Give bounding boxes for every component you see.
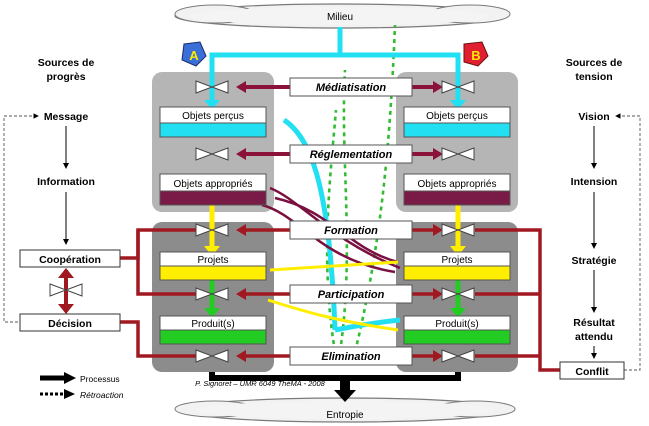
left-column — [20, 57, 120, 331]
objects-perceived-label-a: Objets perçus — [182, 111, 244, 122]
right-title-line1: Sources de — [565, 57, 623, 69]
products-label-a: Produit(s) — [191, 319, 235, 330]
badge-b-letter: B — [471, 48, 481, 63]
object-perceived-box-b — [404, 107, 510, 137]
process-label-mediatisation: Médiatisation — [315, 82, 387, 94]
left-title-line2: progrès — [46, 71, 86, 83]
left-title-line1: Sources de — [37, 57, 95, 69]
entropie-label: Entropie — [326, 410, 364, 421]
projects-label-a: Projets — [197, 255, 229, 266]
badge-a-letter: A — [189, 48, 199, 63]
result-line1: Résultat — [573, 317, 615, 329]
result-line2: attendu — [575, 331, 613, 343]
badge-a-icon — [182, 42, 206, 66]
objects-perceived-label-b: Objets perçus — [426, 111, 488, 122]
products-box-b — [404, 316, 510, 344]
milieu-cloud — [175, 4, 510, 28]
object-appropriated-box-a — [160, 174, 266, 205]
legend — [40, 372, 124, 400]
products-box-a — [160, 316, 266, 344]
process-label-formation: Formation — [324, 225, 378, 237]
products-label-b: Produit(s) — [435, 319, 479, 330]
object-appropriated-box-b — [404, 174, 510, 205]
left-item-information: Information — [37, 176, 95, 188]
object-perceived-box-a — [160, 107, 266, 137]
cooperation-box-label: Coopération — [39, 254, 101, 266]
objects-appropriated-label-a: Objets appropriés — [173, 179, 253, 190]
credit: P. Signoret – UMR 6049 ThéMA - 2008 — [195, 379, 325, 388]
projects-label-b: Projets — [441, 255, 473, 266]
decision-box-label: Décision — [48, 318, 92, 330]
conflit-box-label: Conflit — [575, 366, 609, 378]
left-item-message: Message — [43, 111, 89, 123]
right-column — [560, 57, 624, 379]
legend-feedback-label: Rétroaction — [80, 390, 124, 400]
objects-appropriated-label-b: Objets appropriés — [417, 179, 497, 190]
legend-process-label: Processus — [80, 374, 120, 384]
process-label-elimination: Elimination — [321, 351, 381, 363]
process-label-reglementation: Réglementation — [309, 149, 393, 161]
right-item-strategie: Stratégie — [571, 255, 617, 267]
right-item-vision: Vision — [578, 111, 610, 123]
projects-box-b — [404, 252, 510, 280]
badge-b-icon — [464, 42, 488, 66]
milieu-label: Milieu — [326, 12, 354, 23]
projects-box-a — [160, 252, 266, 280]
process-label-participation: Participation — [317, 289, 385, 301]
right-item-intension: Intension — [570, 176, 618, 188]
right-title-line2: tension — [575, 71, 613, 83]
